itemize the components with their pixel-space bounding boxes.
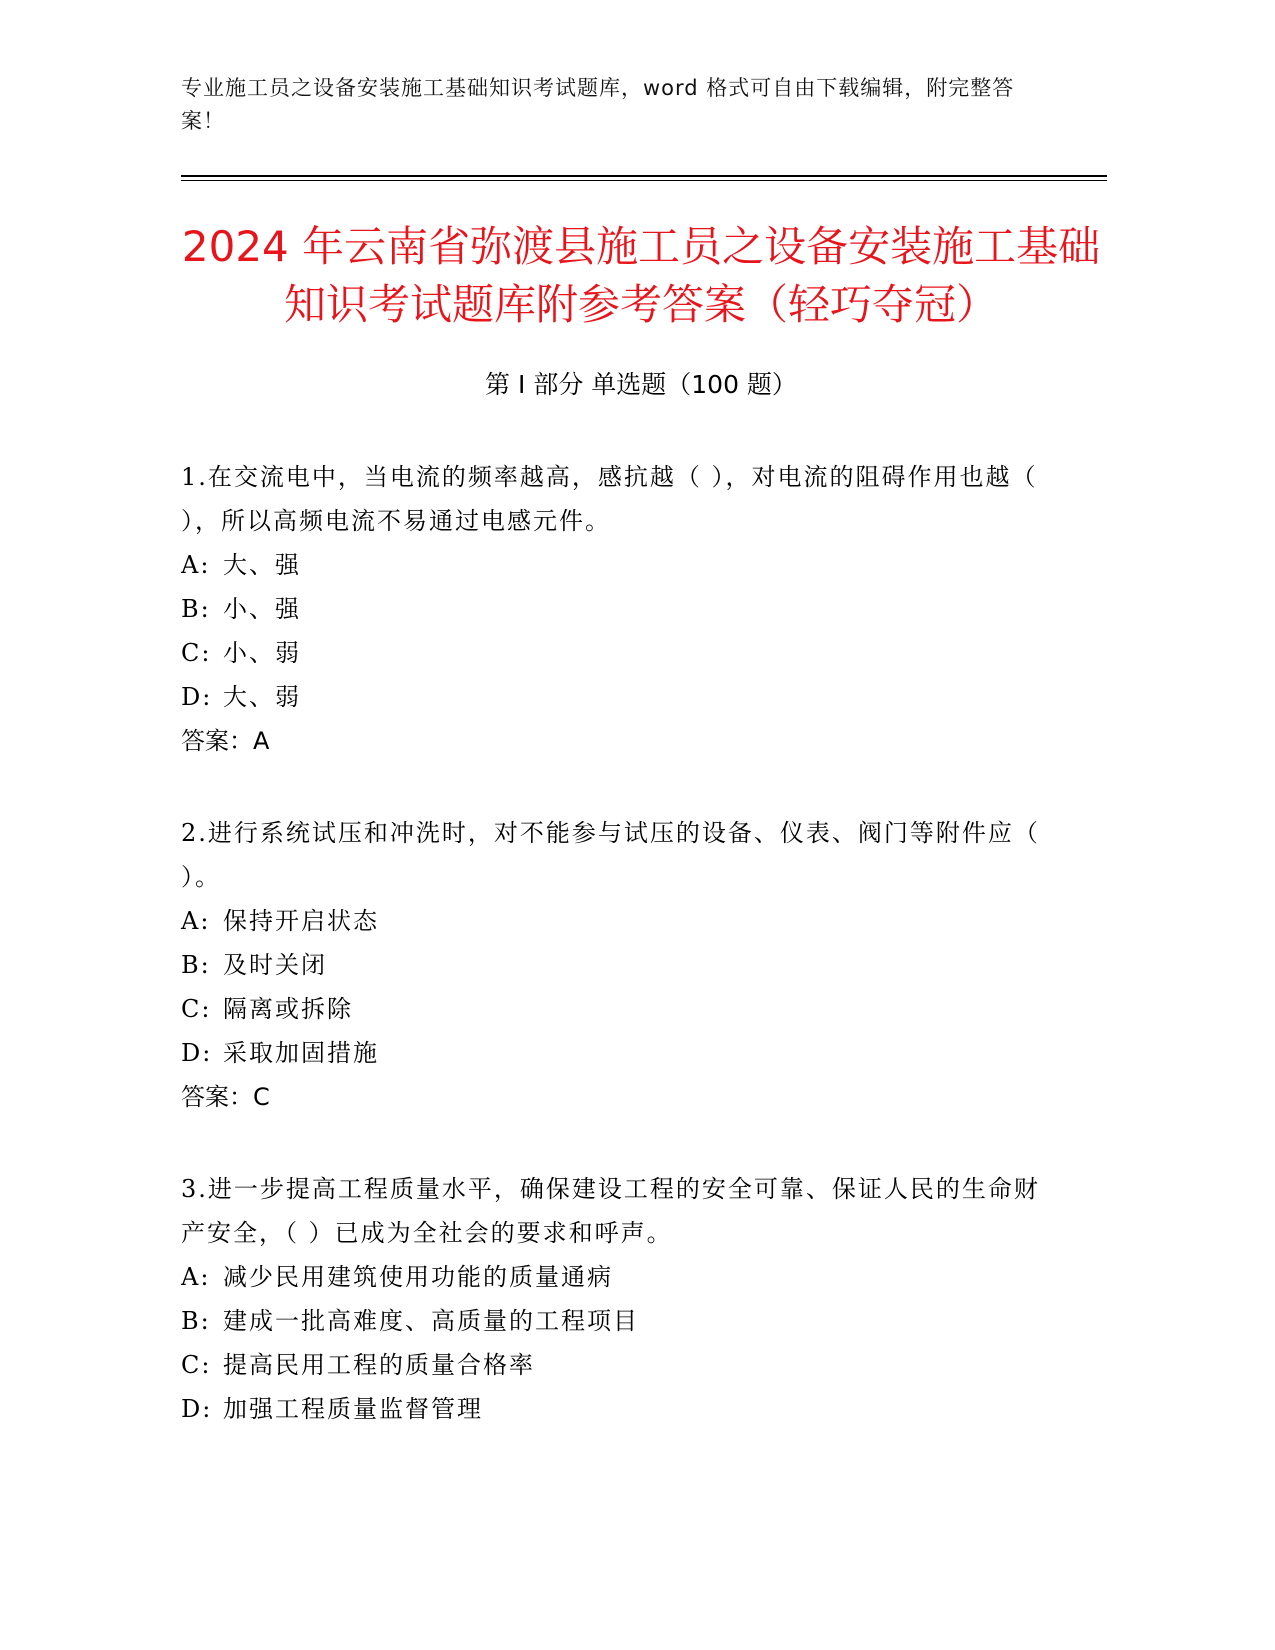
option-c <box>181 631 1041 675</box>
option-key: A: <box>181 907 211 935</box>
option-text: 保持开启状态 <box>223 907 379 935</box>
option-key: A: <box>181 1263 211 1291</box>
option-c <box>181 987 1041 1031</box>
option-key: B: <box>181 1307 211 1335</box>
question-stem: 3.进一步提高工程质量水平，确保建设工程的安全可靠、保证人民的生命财产安全，（ ）已成为全社会的要求和呼声。 <box>181 1175 1040 1247</box>
option-key: A: <box>181 551 211 579</box>
option-key: B: <box>181 595 211 623</box>
option-d <box>181 1387 1041 1431</box>
option-d <box>181 1031 1041 1075</box>
question-2 <box>181 811 1041 1119</box>
option-text: 建成一批高难度、高质量的工程项目 <box>223 1307 639 1335</box>
option-key: B: <box>181 951 211 979</box>
option-a <box>181 543 1041 587</box>
option-b <box>181 1299 1041 1343</box>
option-key: D: <box>181 1039 213 1067</box>
header-note: 专业施工员之设备安装施工基础知识考试题库，word 格式可自由下载编辑，附完整答案！ <box>181 76 1015 133</box>
option-key: C: <box>181 995 212 1023</box>
answer-line: 答案：C <box>181 1083 270 1111</box>
option-text: 提高民用工程的质量合格率 <box>223 1351 535 1379</box>
question-list <box>181 455 1041 1479</box>
option-a <box>181 899 1041 943</box>
section-title: 第 I 部分 单选题（100 题） <box>485 370 797 399</box>
question-3 <box>181 1167 1041 1431</box>
option-text: 采取加固措施 <box>223 1039 379 1067</box>
answer-line: 答案：A <box>181 727 270 755</box>
option-b <box>181 943 1041 987</box>
option-text: 大、强 <box>223 551 301 579</box>
option-text: 小、弱 <box>223 639 301 667</box>
option-a <box>181 1255 1041 1299</box>
option-text: 加强工程质量监督管理 <box>223 1395 483 1423</box>
option-key: C: <box>181 1351 212 1379</box>
question-stem: 2.进行系统试压和冲洗时，对不能参与试压的设备、仪表、阀门等附件应（ ）。 <box>181 819 1040 891</box>
option-c <box>181 1343 1041 1387</box>
option-text: 减少民用建筑使用功能的质量通病 <box>223 1263 613 1291</box>
option-b <box>181 587 1041 631</box>
option-text: 及时关闭 <box>223 951 327 979</box>
question-1 <box>181 455 1041 763</box>
option-key: D: <box>181 1395 213 1423</box>
option-text: 隔离或拆除 <box>223 995 353 1023</box>
option-d <box>181 675 1041 719</box>
header-divider-thick <box>181 175 1107 177</box>
question-stem: 1.在交流电中，当电流的频率越高，感抗越（ ），对电流的阻碍作用也越（ ），所以高频电流不易通过电感元件。 <box>181 463 1038 535</box>
option-key: C: <box>181 639 212 667</box>
document-title: 2024 年云南省弥渡县施工员之设备安装施工基础知识考试题库附参考答案（轻巧夺冠） <box>181 222 1101 329</box>
option-key: D: <box>181 683 213 711</box>
option-text: 小、强 <box>223 595 301 623</box>
option-text: 大、弱 <box>223 683 301 711</box>
header-divider-thin <box>181 180 1107 181</box>
